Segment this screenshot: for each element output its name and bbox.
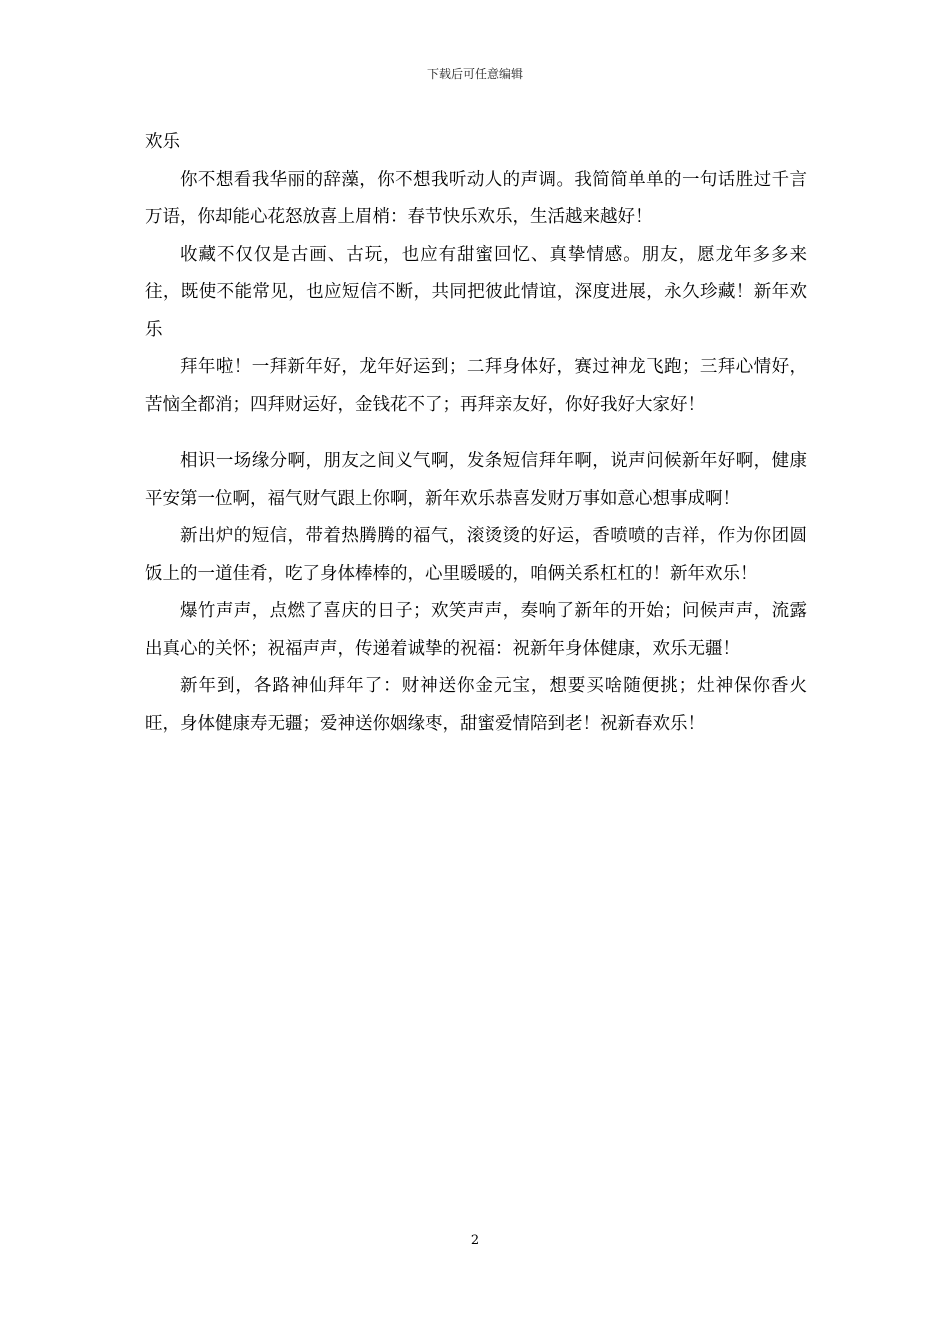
page-number: 2 <box>470 1233 480 1248</box>
paragraph: 你不想看我华丽的辞藻，你不想我听动人的声调。我简简单单的一句话胜过千言万语，你却能心花怒放喜上眉梢：春节快乐欢乐，生活越来越好！ <box>145 169 807 227</box>
page-header: 下载后可任意编辑 <box>426 67 523 81</box>
paragraph-spacer <box>145 424 807 443</box>
paragraph: 爆竹声声，点燃了喜庆的日子；欢笑声声，奏响了新年的开始；问候声声，流露出真心的关怀；祝福声声，传递着诚挚的祝福：祝新年身体健康，欢乐无疆！ <box>145 601 807 659</box>
paragraph: 收藏不仅仅是古画、古玩，也应有甜蜜回忆、真挚情感。朋友，愿龙年多多来往，既使不能常见，也应短信不断，共同把彼此情谊，深度进展，永久珍藏！新年欢乐 <box>145 244 807 340</box>
paragraph: 新出炉的短信，带着热腾腾的福气，滚烫烫的好运，香喷喷的吉祥，作为你团圆饭上的一道佳肴，吃了身体棒棒的，心里暖暖的，咱俩关系杠杠的！新年欢乐！ <box>145 526 807 584</box>
paragraph: 拜年啦！一拜新年好，龙年好运到；二拜身体好，赛过神龙飞跑；三拜心情好，苦恼全都消；四拜财运好，金钱花不了；再拜亲友好，你好我好大家好！ <box>145 357 807 415</box>
lead-line: 欢乐 <box>145 132 180 152</box>
document-body <box>145 124 807 743</box>
paragraph: 相识一场缘分啊，朋友之间义气啊，发条短信拜年啊，说声问候新年好啊，健康平安第一位啊，福气财气跟上你啊，新年欢乐恭喜发财万事如意心想事成啊！ <box>145 451 807 509</box>
paragraph: 新年到，各路神仙拜年了：财神送你金元宝，想要买啥随便挑；灶神保你香火旺，身体健康寿无疆；爱神送你姻缘枣，甜蜜爱情陪到老！祝新春欢乐！ <box>145 676 807 734</box>
